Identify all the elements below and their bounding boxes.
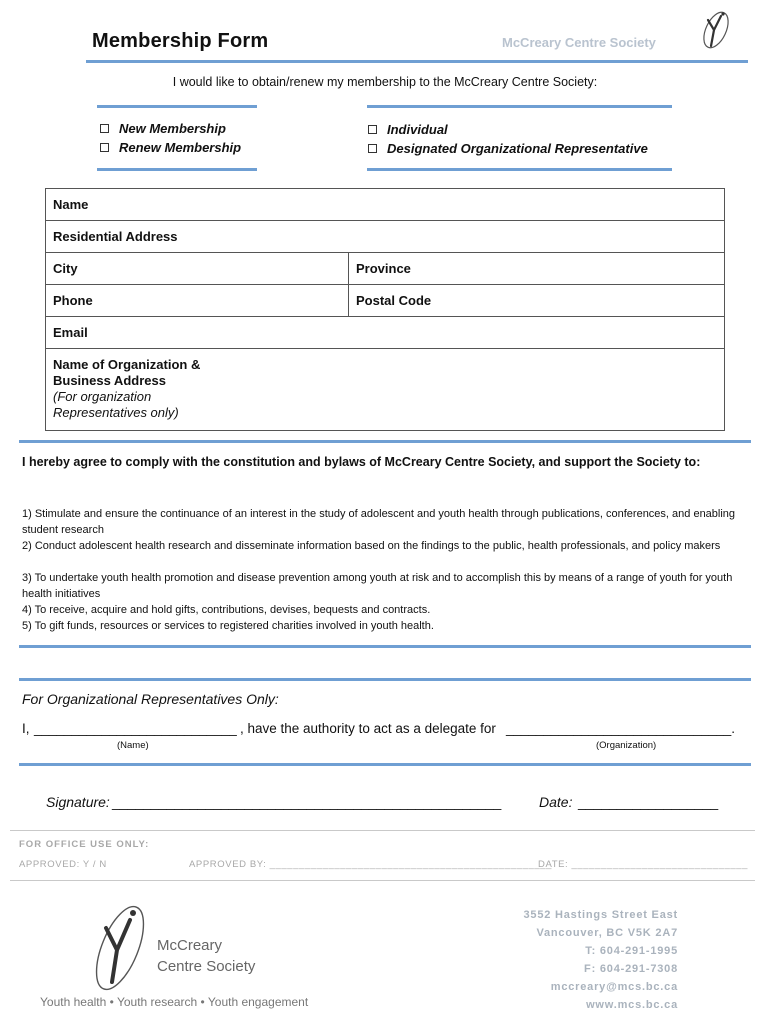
member-info-table: [45, 188, 725, 431]
header-rule: [86, 60, 748, 63]
option-individual[interactable]: [368, 122, 448, 137]
date-blank[interactable]: __________________: [578, 794, 719, 810]
option-renew-membership[interactable]: [100, 140, 241, 155]
phone-field[interactable]: Phone: [46, 285, 349, 317]
options-right-top-rule: [367, 105, 672, 108]
checkbox[interactable]: [100, 143, 109, 152]
option-label: Renew Membership: [119, 140, 242, 155]
option-label: New Membership: [119, 121, 226, 136]
address-fax: F: 604-291-7308: [584, 963, 678, 975]
address-city: Vancouver, BC V5K 2A7: [536, 927, 678, 939]
checkbox[interactable]: [368, 125, 377, 134]
mccreary-y-logo-icon: [80, 898, 156, 996]
city-field[interactable]: City: [46, 253, 349, 285]
option-label: Individual: [387, 122, 448, 137]
name-field[interactable]: Name: [46, 189, 725, 221]
delegate-organization-blank[interactable]: ______________________________.: [506, 721, 735, 736]
intro-text: I would like to obtain/renew my membership to the McCreary Centre Society:: [172, 75, 598, 89]
delegate-authority-text: , have the authority to act as a delegate for: [240, 721, 496, 736]
options-left-top-rule: [97, 105, 257, 108]
organization-field[interactable]: [46, 349, 725, 431]
org-note-line1: (For organization: [53, 389, 152, 404]
office-approved-by: APPROVED BY: ________________________________________________: [189, 859, 553, 870]
checkbox[interactable]: [368, 144, 377, 153]
form-title: Membership Form: [92, 30, 269, 52]
office-rule-bottom: [10, 880, 755, 881]
address-field[interactable]: Residential Address: [46, 221, 725, 253]
footer-org-line1: McCreary: [157, 937, 223, 954]
office-date: DATE: ______________________________: [538, 859, 749, 870]
section-rule-4: [19, 763, 751, 766]
office-use-title: FOR OFFICE USE ONLY:: [19, 839, 150, 850]
address-street: 3552 Hastings Street East: [523, 909, 678, 921]
footer-org-line2: Centre Society: [157, 958, 256, 975]
org-label-line2: Business Address: [53, 373, 166, 388]
name-caption: (Name): [117, 740, 149, 751]
section-rule-1: [19, 440, 751, 443]
section-rule-3: [19, 678, 751, 681]
signature-blank[interactable]: __________________________________________________: [112, 794, 502, 810]
address-email[interactable]: mccreary@mcs.bc.ca: [550, 981, 678, 993]
organization-caption: (Organization): [596, 740, 657, 751]
options-left-bottom-rule: [97, 168, 257, 171]
checkbox[interactable]: [100, 124, 109, 133]
date-label: Date:: [539, 794, 573, 810]
option-designated-representative[interactable]: [368, 141, 648, 156]
office-rule-top: [10, 830, 755, 831]
objective-3: 3) To undertake youth health promotion and disease prevention among youth at risk and to accomplish this by means of a range of youth for youth health initiatives: [22, 572, 733, 600]
address-phone: T: 604-291-1995: [585, 945, 678, 957]
option-label: Designated Organizational Representative: [387, 141, 648, 156]
org-note-line2: Representatives only): [53, 405, 179, 420]
address-website[interactable]: www.mcs.bc.ca: [586, 999, 678, 1011]
agreement-text: I hereby agree to comply with the constitution and bylaws of McCreary Centre Society, and support the Society to:: [22, 455, 701, 469]
objective-1: 1) Stimulate and ensure the continuance of an interest in the study of adolescent and youth health through publications, conferences, and enabling student research: [22, 508, 736, 536]
objective-5: 5) To gift funds, resources or services to registered charities involved in youth health.: [22, 620, 434, 632]
email-field[interactable]: Email: [46, 317, 725, 349]
province-field[interactable]: Province: [349, 253, 725, 285]
mccreary-y-logo-icon: [694, 8, 734, 52]
objective-2: 2) Conduct adolescent health research and disseminate information based on the findings to the public, health professionals, and policy makers: [22, 540, 721, 552]
option-new-membership[interactable]: [100, 121, 226, 136]
objective-4: 4) To receive, acquire and hold gifts, contributions, devises, bequests and contracts.: [22, 604, 431, 616]
options-right-bottom-rule: [367, 168, 672, 171]
postal-code-field[interactable]: Postal Code: [349, 285, 725, 317]
org-label-line1: Name of Organization &: [53, 357, 201, 372]
signature-label: Signature:: [46, 794, 110, 810]
section-rule-2: [19, 645, 751, 648]
delegate-name-blank[interactable]: ___________________________: [34, 721, 237, 736]
delegate-i: I,: [22, 721, 30, 736]
office-approved: APPROVED: Y / N: [19, 859, 107, 870]
reps-title: For Organizational Representatives Only:: [22, 691, 279, 707]
footer-tagline: Youth health • Youth research • Youth engagement: [40, 995, 309, 1009]
society-name-header: McCreary Centre Society: [502, 35, 656, 50]
